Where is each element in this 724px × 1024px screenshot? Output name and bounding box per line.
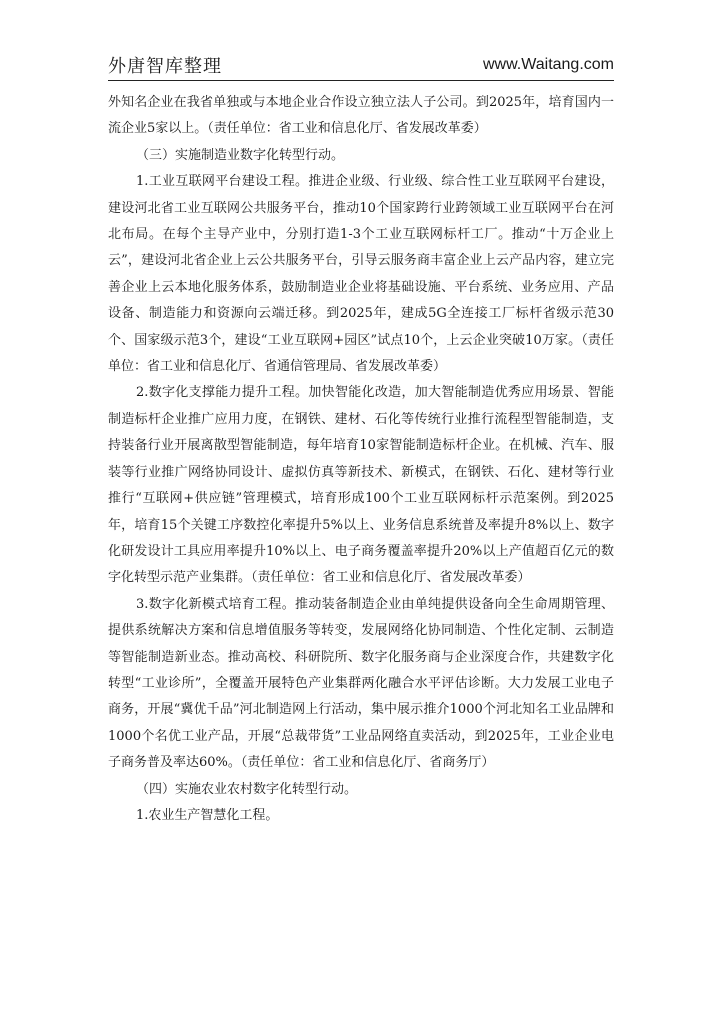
page-header	[108, 50, 614, 81]
header-website: www.Waitang.com	[483, 56, 614, 73]
paragraph-item-4-1: 1.农业生产智慧化工程。	[136, 807, 279, 823]
header-org-name: 外唐智库整理	[108, 56, 222, 77]
paragraph-item-2: 2.数字化支撑能力提升工程。加快智能化改造，加大智能制造优秀应用场景、智能制造标杆企业推广应用力度，在钢铁、建材、石化等传统行业推行流程型智能制造，支持装备行业开展离散型智能制造，每年培育10家智能制造标杆企业。在机械、汽车、服装等行业推广网络协同设计、虚拟仿真等新技术、新模式，在钢铁、石化、建材等行业推行“互联网+供应链”管理模式，培育形成100个工业互联网标杆示范案例。到2025年，培育15个关键工序数控化率提升5%以上、业务信息系统普及率提升8%以上、数字化研发设计工具应用率提升10%以上、电子商务覆盖率提升20%以上产值超百亿元的数字化转型示范产业集群。（责任单位：省工业和信息化厅、省发展改革委）	[108, 385, 614, 586]
paragraph-item-3: 3.数字化新模式培育工程。推动装备制造企业由单纯提供设备向全生命周期管理、提供系统解决方案和信息增值服务等转变，发展网络化协同制造、个性化定制、云制造等智能制造新业态。推动高校、科研院所、数字化服务商与企业深度合作，共建数字化转型“工业诊所”，全覆盖开展特色产业集群两化融合水平评估诊断。大力发展工业电子商务，开展“冀优千品”河北制造网上行活动，集中展示推介1000个河北知名工业品牌和1000个名优工业产品，开展“总裁带货”工业品网络直卖活动，到2025年，工业企业电子商务普及率达60%。（责任单位：省工业和信息化厅、省商务厅）	[108, 596, 614, 771]
section-heading-4: （四）实施农业农村数字化转型行动。	[136, 781, 358, 797]
section-heading-3: （三）实施制造业数字化转型行动。	[136, 147, 345, 163]
document-body	[108, 90, 614, 829]
paragraph-item-1: 1.工业互联网平台建设工程。推进企业级、行业级、综合性工业互联网平台建设，建设河北省工业互联网公共服务平台，推动10个国家跨行业跨领域工业互联网平台在河北布局。在每个主导产业中，分别打造1-3个工业互联网标杆工厂。推动“十万企业上云”，建设河北省企业上云公共服务平台，引导云服务商丰富企业上云产品内容，建立完善企业上云本地化服务体系，鼓励制造业企业将基础设施、平台系统、业务应用、产品设备、制造能力和资源向云端迁移。到2025年，建成5G全连接工厂标杆省级示范30个、国家级示范3个，建设“工业互联网+园区”试点10个，上云企业突破10万家。（责任单位：省工业和信息化厅、省通信管理局、省发展改革委）	[108, 174, 614, 375]
paragraph-continuation: 外知名企业在我省单独或与本地企业合作设立独立法人子公司。到2025年，培育国内一流企业5家以上。（责任单位：省工业和信息化厅、省发展改革委）	[108, 95, 614, 137]
